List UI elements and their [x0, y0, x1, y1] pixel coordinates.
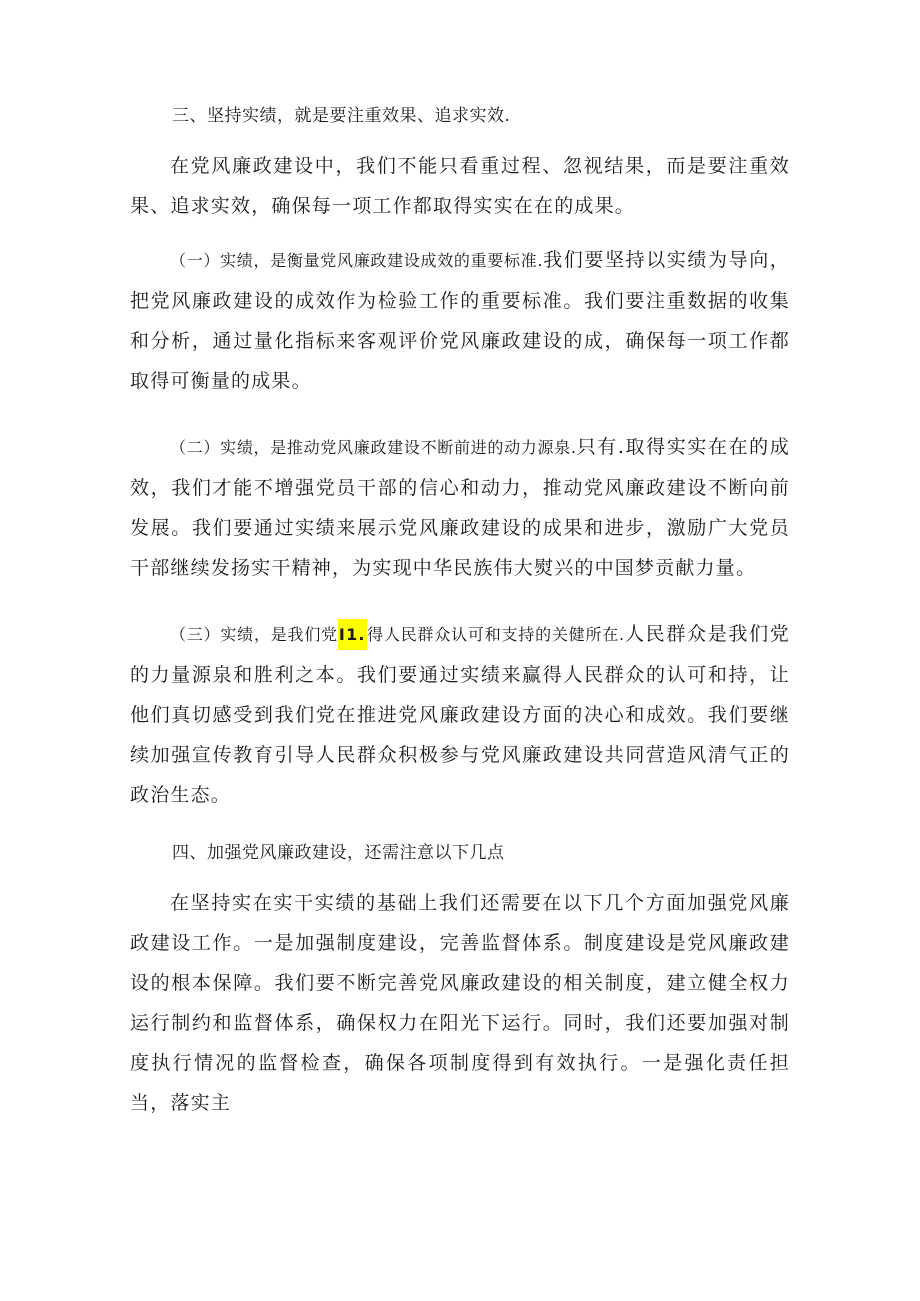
- section-3-point-3: [130, 614, 790, 815]
- point-2-body: 只有.取得实实在在的成效，我们才能不增强党员干部的信心和动力，推动党风廉政建设不断向前发展。我们要通过实绩来展示党风廉政建设的成果和进步，激励广大党员干部继续发扬实干精神，为实现中华民族伟大熨兴的中国梦贡献力量。: [130, 436, 790, 579]
- section-4-body: [130, 883, 790, 1123]
- point-3-lead-b: 得人民群众认可和支持的关健所在.: [366, 625, 625, 644]
- section-3-point-1: [130, 240, 790, 401]
- point-2-lead: （二）实绩，是推动党风廉政建设不断前进的动力源泉.: [170, 438, 577, 457]
- section-3-heading: 三、坚持实绩，就是要注重效果、追求实效.: [172, 106, 511, 126]
- point-3-body: 人民群众是我们党的力量源泉和胜利之本。我们要通过实绩来赢得人民群众的认可和持，让他们真切感受到我们党在推进党风廉政建设方面的决心和成效。我们要继续加强宣传教育引导人民群众积极参与党风廉政建设共同营造风清气正的政治生态。: [130, 623, 790, 806]
- highlighted-text: I1.: [338, 619, 367, 650]
- section-4-body-text: 在坚持实在实干实绩的基础上我们还需要在以下几个方面加强党风廉政建设工作。一是加强制度建设，完善监督体系。制度建设是党风廉政建设的根本保障。我们要不断完善党风廉政建设的相关制度，建立健全权力运行制约和监督体系，确保权力在阳光下运行。同时，我们还要加强对制度执行情况的监督检查，确保各项制度得到有效执行。一是强化责任担当，落实主: [130, 892, 790, 1114]
- point-1-body: 我们要坚持以实绩为导向，把党风廉政建设的成效作为检验工作的重要标准。我们要注重数据的收集和分析，通过量化指标来客观评价党风廉政建设的成，确保每一项工作都取得可衡量的成果。: [130, 249, 790, 392]
- document-page: [130, 90, 790, 1137]
- section-3-intro-text: 在党风廉政建设中，我们不能只看重过程、忽视结果，而是要注重效果、追求实效，确保每一项工作都取得实实在在的成果。: [130, 155, 790, 217]
- section-3-point-2: [130, 427, 790, 588]
- point-3-lead-a: （三）实绩，是我们党: [170, 625, 338, 644]
- point-1-lead: （一）实绩，是衡量党风廉政建设成效的重要标准.: [170, 251, 543, 270]
- section-4-heading: 四、加强党风廉政建设，还需注意以下几点: [172, 843, 505, 863]
- section-3-intro: [130, 146, 790, 226]
